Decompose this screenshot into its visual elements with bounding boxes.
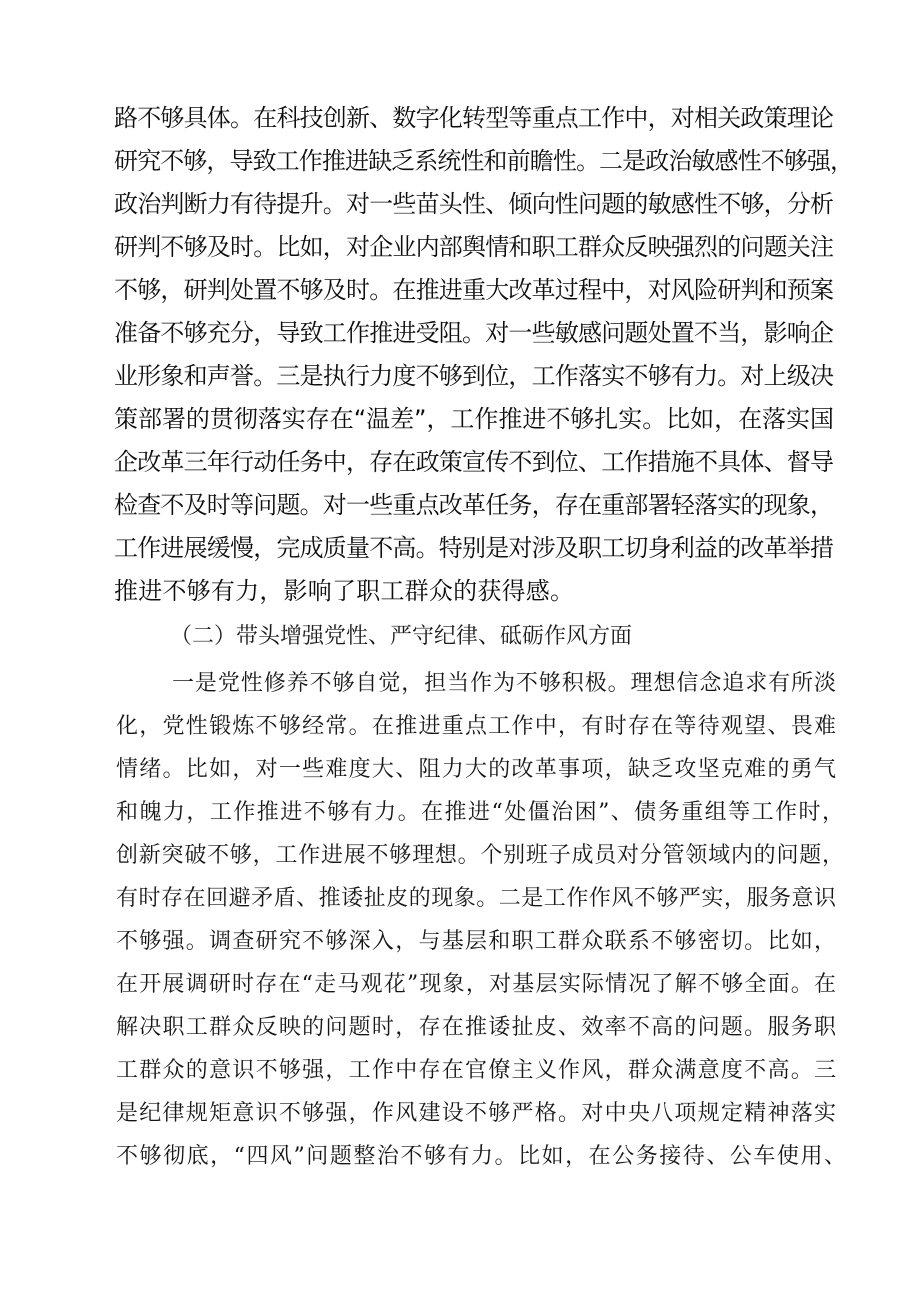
paragraph-line: 化，党性锻炼不够经常。在推进重点工作中，有时存在等待观望、畏难 xyxy=(116,714,838,739)
paragraph-line: 在开展调研时存在“走马观花”现象，对基层实际情况了解不够全面。在 xyxy=(116,972,838,997)
paragraph-line: 业形象和声誉。三是执行力度不够到位，工作落实不够有力。对上级决 xyxy=(114,362,834,390)
paragraph-line: 路不够具体。在科技创新、数字化转型等重点工作中，对相关政策理论 xyxy=(114,104,834,132)
paragraph-line: 研判不够及时。比如，对企业内部舆情和职工群众反映强烈的问题关注 xyxy=(114,233,834,261)
paragraph-line: 策部署的贯彻落实存在“温差”，工作推进不够扎实。比如，在落实国 xyxy=(114,405,834,433)
paragraph-line: 是纪律规矩意识不够强，作风建设不够严格。对中央八项规定精神落实 xyxy=(116,1101,838,1126)
paragraph-line: 不够，研判处置不够及时。在推进重大改革过程中，对风险研判和预案 xyxy=(114,276,834,304)
paragraph-line: 不够强。调查研究不够深入，与基层和职工群众联系不够密切。比如， xyxy=(116,929,838,954)
paragraph-line: 创新突破不够，工作进展不够理想。个别班子成员对分管领域内的问题， xyxy=(116,843,845,868)
paragraph-line: 检查不及时等问题。对一些重点改革任务，存在重部署轻落实的现象， xyxy=(114,491,834,519)
paragraph-line: 解决职工群众反映的问题时，存在推诿扯皮、效率不高的问题。服务职 xyxy=(116,1015,838,1040)
paragraph-line: 企改革三年行动任务中，存在政策宣传不到位、工作措施不具体、督导 xyxy=(114,448,834,476)
paragraph-line: 和魄力，工作推进不够有力。在推进“处僵治困”、债务重组等工作时， xyxy=(116,800,846,825)
paragraph-line: 不够彻底，“四风”问题整治不够有力。比如，在公务接待、公车使用、 xyxy=(116,1144,848,1169)
paragraph-line: 推进不够有力，影响了职工群众的获得感。 xyxy=(114,577,575,605)
paragraph-line: 准备不够充分，导致工作推进受阻。对一些敏感问题处置不当，影响企 xyxy=(114,319,834,347)
section-heading-text: （二）带头增强党性、严守纪律、砥砺作风方面 xyxy=(170,624,633,649)
paragraph-line: 一是党性修养不够自觉，担当作为不够积极。理想信念追求有所淡 xyxy=(172,671,837,696)
paragraph-line: 政治判断力有待提升。对一些苗头性、倾向性问题的敏感性不够，分析 xyxy=(114,190,834,218)
paragraph-line: 情绪。比如，对一些难度大、阻力大的改革事项，缺乏攻坚克难的勇气 xyxy=(116,757,838,782)
paragraph-line: 工作进展缓慢，完成质量不高。特别是对涉及职工切身利益的改革举措 xyxy=(114,534,834,562)
paragraph-line: 有时存在回避矛盾、推诿扯皮的现象。二是工作作风不够严实，服务意识 xyxy=(116,886,837,911)
paragraph-line: 工群众的意识不够强，工作中存在官僚主义作风，群众满意度不高。三 xyxy=(116,1058,838,1083)
paragraph-line: 研究不够，导致工作推进缺乏系统性和前瞻性。二是政治敏感性不够强， xyxy=(114,147,854,175)
